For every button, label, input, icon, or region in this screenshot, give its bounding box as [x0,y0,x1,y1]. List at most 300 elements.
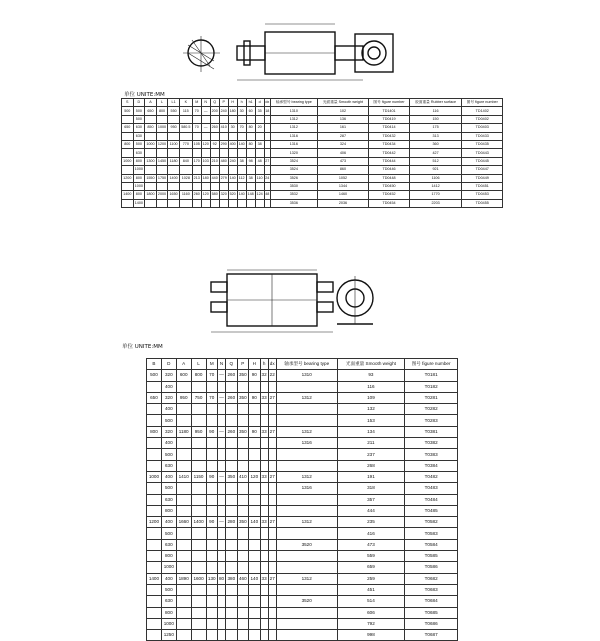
table-cell [176,551,191,562]
table-cell [237,618,248,629]
table-cell [156,115,168,123]
table-row [122,124,503,132]
table-cell: 153 [337,415,405,426]
table-cell: 950 [176,392,191,403]
table-cell: 416 [337,528,405,539]
table-cell [176,607,191,618]
table-cell [219,149,228,157]
table-cell: 70 [206,392,217,403]
table-cell: 240 [219,107,228,115]
table-cell: T0484 [405,494,458,505]
table-cell: 320 [219,191,228,199]
table-cell [260,505,268,516]
table-cell [246,132,255,140]
table-cell [237,199,246,207]
table-cell [176,438,191,449]
table-row [122,115,503,123]
table-cell: 1344 [317,182,369,190]
table-row [147,562,458,573]
table-cell [226,618,237,629]
table-cell: 500 [161,528,176,539]
table-cell: 480 [219,157,228,165]
table-cell: 1000 [145,140,157,148]
table-cell [206,483,217,494]
table-cell: 630 [133,124,145,132]
table-cell [192,149,201,157]
table-cell [260,539,268,550]
table-cell [268,551,276,562]
table-cell [276,528,337,539]
table-cell: 1312 [276,426,337,437]
table-header-cell: 光面重量 Smooth weight [337,359,405,370]
table-cell: 1410 [176,471,191,482]
table-row [122,107,503,115]
table-cell [191,562,206,573]
table-cell [217,630,225,641]
table-cell: 260 [192,191,201,199]
table-cell: 1180 [168,157,180,165]
table-cell [237,630,248,641]
table-cell [237,381,248,392]
table-cell: 1312 [276,392,337,403]
table-cell [260,460,268,471]
table-cell [268,415,276,426]
table-cell: T0282 [405,404,458,415]
table-cell: T0281 [405,392,458,403]
table-cell [226,584,237,595]
table-cell: 406 [317,149,369,157]
table-cell: TD0414 [369,124,409,132]
table-cell: 22 [268,370,276,381]
table-cell: 320 [161,370,176,381]
table-cell: 268 [337,460,405,471]
table-cell: 1600 [191,573,206,584]
table-cell [246,149,255,157]
table-cell: 1160 [179,191,192,199]
table-cell: 1000 [161,618,176,629]
table-cell: 24 [264,174,270,182]
table-cell [226,460,237,471]
table-cell: 280 [226,517,237,528]
table-cell: 500 [133,140,145,148]
table-cell: 860 [317,166,369,174]
table-cell [226,539,237,550]
table-cell [260,630,268,641]
table-row [122,132,503,140]
table-cell [268,483,276,494]
table-cell: 324 [317,140,369,148]
table-cell [192,199,201,207]
table-cell: 140 [249,517,260,528]
table-cell [249,505,260,516]
table-cell [237,149,246,157]
table-cell: T0182 [405,381,458,392]
table-cell: 500 [161,483,176,494]
table-cell: 213 [192,174,201,182]
table-cell: 90 [249,426,260,437]
table-cell [206,505,217,516]
table-cell [192,166,201,174]
table-cell [156,132,168,140]
table-cell: 313 [409,132,462,140]
table-cell [249,460,260,471]
table-cell [268,528,276,539]
table-cell [156,182,168,190]
table-cell [147,505,162,516]
table-cell: TD0454 [369,199,409,207]
table-cell: 90 [206,426,217,437]
table-cell [255,166,264,174]
table-cell [206,460,217,471]
table-cell [210,149,219,157]
table-cell [145,182,157,190]
table-cell [226,404,237,415]
table-cell: 27 [268,517,276,528]
table-cell: 80 [217,573,225,584]
table-cell [260,381,268,392]
table-cell: TD0443 [462,149,503,157]
table-cell [179,199,192,207]
table-cell: 1316 [271,132,318,140]
table-cell: 3520 [276,596,337,607]
table-cell [260,438,268,449]
table-cell: 33 [260,392,268,403]
table-cell: 80 [246,140,255,148]
table-cell [147,528,162,539]
table-cell [268,404,276,415]
table-cell: T0483 [405,483,458,494]
table-cell [237,182,246,190]
table-cell [147,381,162,392]
table-cell [255,115,264,123]
table-cell [219,199,228,207]
table-cell: 800 [161,551,176,562]
table-cell: 800 [133,174,145,182]
table-cell: 1250 [161,630,176,641]
table-cell [276,460,337,471]
table-header-cell: d [255,99,264,107]
table-header-cell: H [249,359,260,370]
table-header-cell: N [217,359,225,370]
table-cell [219,182,228,190]
roller-side-view [237,24,363,80]
table-cell: 1000 [161,562,176,573]
table-cell [249,539,260,550]
table-cell: 950 [191,426,206,437]
table-cell: 35 [255,107,264,115]
table-cell: 1000 [122,157,134,165]
table-cell: 1106 [409,174,462,182]
table-cell: 1400 [191,517,206,528]
table-cell [191,449,206,460]
table-cell [217,460,225,471]
table-cell: 175 [409,124,462,132]
table-cell: T0686 [405,618,458,629]
table-cell [191,415,206,426]
table-cell: 1320 [271,149,318,157]
table-cell [249,607,260,618]
table-cell [260,596,268,607]
table-cell: 360 [409,140,462,148]
table-row [147,596,458,607]
table-cell: 630 [133,149,145,157]
table-cell [206,494,217,505]
table-cell: 27 [268,471,276,482]
table-cell: 33 [260,471,268,482]
table-cell: 1000 [147,471,162,482]
table-cell: 1310 [271,107,318,115]
table-cell [191,494,206,505]
table-cell [276,562,337,573]
table-row [147,607,458,618]
table-cell: T0683 [405,584,458,595]
table-header-cell: L [156,99,168,107]
table-cell: TD0455 [462,199,503,207]
table-cell [217,539,225,550]
table-cell: 105 [192,140,201,148]
table-cell [191,596,206,607]
table-row [147,392,458,403]
table-cell: 112 [237,174,246,182]
table-cell: 750 [191,392,206,403]
table-cell: 290 [219,140,228,148]
table-cell: 109 [337,392,405,403]
table-cell [201,199,210,207]
table-cell [228,166,237,174]
table-cell: 102 [317,107,369,115]
table-cell [226,381,237,392]
table-cell [237,132,246,140]
table-cell: TD0451 [462,182,503,190]
table-cell [237,115,246,123]
table-cell [255,199,264,207]
table-cell [237,528,248,539]
table-cell: 1312 [271,115,318,123]
table-cell: 2203 [409,199,462,207]
table-cell [237,438,248,449]
table-cell [168,115,180,123]
table-cell: 18 [264,107,270,115]
table-cell: TD0447 [462,166,503,174]
table-header-row [122,99,503,107]
table-cell: 32 [260,370,268,381]
table-cell [219,132,228,140]
table-cell [147,607,162,618]
table-cell: 27 [268,426,276,437]
table-cell [176,528,191,539]
table-row [147,483,458,494]
table-cell [147,415,162,426]
table-cell: 260 [226,370,237,381]
table-cell: 357 [337,494,405,505]
section2-unit-label: 单位 UNITE:MM [122,344,163,350]
table-cell: — [201,107,210,115]
table-cell [206,630,217,641]
table-cell: 38 [255,140,264,148]
table-header-cell: h [237,99,246,107]
table-header-cell: H [228,99,237,107]
table-cell: 132 [337,404,405,415]
table-cell: 630 [161,460,176,471]
table-row [147,404,458,415]
table-cell: 3530 [271,182,318,190]
table-cell [191,460,206,471]
table-cell: T0382 [405,438,458,449]
table-cell: TD0446 [369,166,409,174]
table-cell: 1312 [276,517,337,528]
table-cell [206,596,217,607]
table-cell: 1650 [168,191,180,199]
table-cell: 134 [337,426,405,437]
table-cell: 512 [409,157,462,165]
table-cell [217,438,225,449]
table-cell: 161 [317,124,369,132]
table-cell: TD1401 [369,107,409,115]
table-cell [260,483,268,494]
table-header-cell: 胶面重量 Rubber surface [409,99,462,107]
table-cell [147,460,162,471]
table-cell: 120 [249,471,260,482]
table-cell [260,607,268,618]
table-cell: TD0434 [369,140,409,148]
table-row [147,426,458,437]
table-cell [249,630,260,641]
table-row [122,182,503,190]
table-header-cell: N [201,99,210,107]
table-cell: 500 [133,115,145,123]
table-cell [122,166,134,174]
table-cell [268,494,276,505]
table-cell: 1316 [276,438,337,449]
table-cell: 444 [337,505,405,516]
table-cell [206,584,217,595]
table-cell: 380 [226,573,237,584]
table-cell: 1000 [156,124,168,132]
table-cell [147,438,162,449]
table-cell [179,115,192,123]
table-cell [237,449,248,460]
table-cell [226,630,237,641]
table-cell: 211 [337,438,405,449]
table-cell: TD0442 [369,149,409,157]
table-header-cell: h1 [246,99,255,107]
table-cell: 98 [246,157,255,165]
table-cell [201,149,210,157]
table-cell [249,528,260,539]
table-header-cell: B [147,359,162,370]
table-cell: TD0432 [369,132,409,140]
table-cell: 800 [122,140,134,148]
table-cell [260,584,268,595]
table-cell: 1400 [122,191,134,199]
table-cell: TD0419 [369,115,409,123]
table-cell [268,618,276,629]
table-cell [226,415,237,426]
table-cell [237,483,248,494]
section1-unit-label: 单位 UNITE:MM [124,92,165,98]
table-header-cell: 光面重量 Smooth weight [317,99,369,107]
table-cell [179,149,192,157]
table-cell [228,132,237,140]
table-cell: 350 [226,471,237,482]
table-cell: 1000 [133,182,145,190]
table-cell [217,562,225,573]
table-header-cell: 图号 figure number [369,99,409,107]
table-cell: TD0444 [369,157,409,165]
table-cell [268,562,276,573]
table-cell: 279 [219,174,228,182]
table-row [122,157,503,165]
table-cell: 3536 [271,199,318,207]
table-cell [147,404,162,415]
roller-end-view [355,34,393,72]
table-cell [192,115,201,123]
table-header-cell: h [260,359,268,370]
table-cell: 48 [255,157,264,165]
table-cell: 427 [409,149,462,157]
table-cell [237,505,248,516]
table-cell: 1200 [147,517,162,528]
table-cell [191,528,206,539]
table-row [147,381,458,392]
table-cell: 998 [337,630,405,641]
table-cell: 3532 [271,191,318,199]
table-cell [276,404,337,415]
table-cell: 606 [337,607,405,618]
table-cell [226,562,237,573]
table-cell: 3526 [271,174,318,182]
table-cell: TD0402 [462,115,503,123]
table-cell [249,562,260,573]
table-cell: T0585 [405,551,458,562]
table-cell: 140 [237,140,246,148]
table-cell [145,166,157,174]
table-cell [168,132,180,140]
table-cell [122,132,134,140]
table-cell: 92 [210,140,219,148]
table-cell: 170 [192,157,201,165]
table-cell: 500 [122,107,134,115]
table-cell: 770 [179,140,192,148]
table-cell: 3524 [271,157,318,165]
table-cell: 1052 [317,174,369,182]
table-cell: 235 [337,517,405,528]
table-cell: T0381 [405,426,458,437]
table-cell [268,438,276,449]
table-cell [268,596,276,607]
table-row [122,140,503,148]
table-cell: 120 [201,140,210,148]
table-cell [237,415,248,426]
table-cell: 70 [192,124,201,132]
table-cell: 950 [168,124,180,132]
table-cell: 400 [228,140,237,148]
table-cell [176,584,191,595]
table-cell: 260 [226,392,237,403]
table-header-cell: 轴承型号 bearing type [276,359,337,370]
table-cell [249,404,260,415]
table-cell: 792 [337,618,405,629]
table-header-cell: K [179,99,192,107]
table-cell: T0586 [405,562,458,573]
table-cell: 103 [201,157,210,165]
table-cell: 90 [249,392,260,403]
table-cell [176,415,191,426]
table-cell [176,505,191,516]
table-cell: 70 [237,124,246,132]
table-cell: 1800 [145,191,157,199]
table-cell [219,115,228,123]
